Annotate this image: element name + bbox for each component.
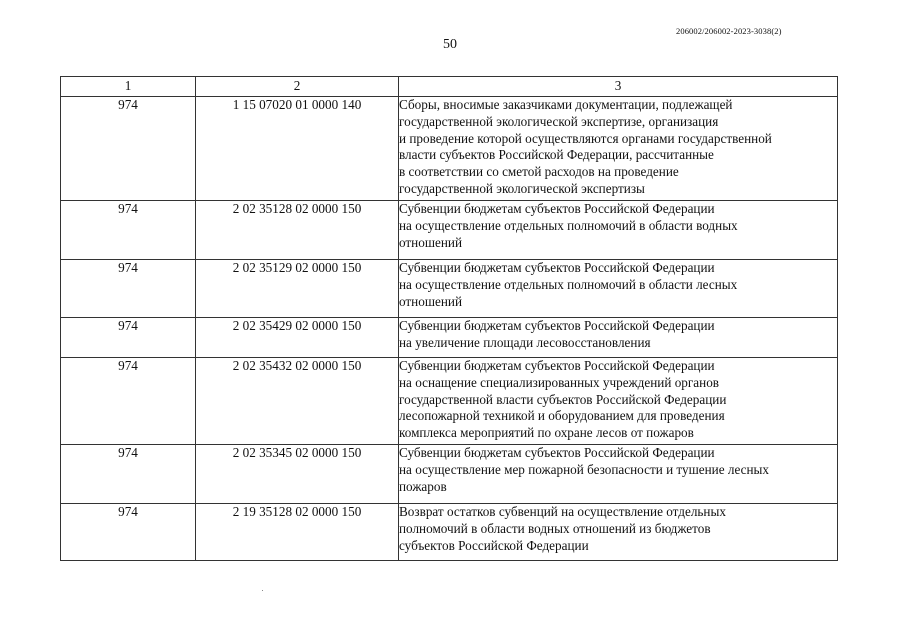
budget-codes-table <box>60 76 838 561</box>
description-cell <box>399 97 838 201</box>
description-cell <box>399 260 838 318</box>
budget-classification-code-cell: 2 19 35128 02 0000 150 <box>196 504 399 561</box>
description-line: Субвенции бюджетам субъектов Российской Федерации <box>399 318 715 333</box>
table-row <box>61 260 838 318</box>
description-line: государственной власти субъектов Российской Федерации <box>399 391 727 407</box>
budget-classification-code-cell: 2 02 35345 02 0000 150 <box>196 445 399 504</box>
admin-code-cell: 974 <box>61 445 196 504</box>
description-cell <box>399 201 838 260</box>
description-line: на увеличение площади лесовосстановления <box>399 334 651 350</box>
admin-code-cell: 974 <box>61 504 196 561</box>
description-cell <box>399 445 838 504</box>
table-row <box>61 504 838 561</box>
budget-classification-code-cell: 2 02 35432 02 0000 150 <box>196 358 399 445</box>
admin-code-cell: 974 <box>61 201 196 260</box>
description-line: полномочий в области водных отношений из бюджетов <box>399 520 711 536</box>
description-line: на осуществление отдельных полномочий в области лесных <box>399 276 738 292</box>
description-line: пожаров <box>399 478 447 494</box>
column-header-1: 1 <box>61 77 196 97</box>
description-line: отношений <box>399 234 463 250</box>
description-line: Субвенции бюджетам субъектов Российской Федерации <box>399 445 715 460</box>
column-header-2: 2 <box>196 77 399 97</box>
admin-code-cell: 974 <box>61 97 196 201</box>
table-row <box>61 201 838 260</box>
budget-classification-code-cell: 2 02 35429 02 0000 150 <box>196 318 399 358</box>
description-line: и проведение которой осуществляются органами государственной <box>399 130 772 146</box>
description-line: лесопожарной техникой и оборудованием для проведения <box>399 408 725 424</box>
description-line: Субвенции бюджетам субъектов Российской Федерации <box>399 358 715 373</box>
table-row <box>61 445 838 504</box>
table-row <box>61 318 838 358</box>
description-line: Субвенции бюджетам субъектов Российской Федерации <box>399 260 715 275</box>
description-line: комплекса мероприятий по охране лесов от пожаров <box>399 425 694 441</box>
description-line: на осуществление отдельных полномочий в области водных <box>399 217 738 233</box>
admin-code-cell: 974 <box>61 358 196 445</box>
description-cell <box>399 318 838 358</box>
admin-code-cell: 974 <box>61 260 196 318</box>
column-header-3: 3 <box>399 77 838 97</box>
table-row <box>61 97 838 201</box>
description-cell <box>399 504 838 561</box>
description-line: на оснащение специализированных учреждений органов <box>399 374 720 390</box>
document-id: 206002/206002-2023-3038(2) <box>676 26 782 36</box>
description-line: в соответствии со сметой расходов на проведение <box>399 164 679 180</box>
budget-classification-code-cell: 1 15 07020 01 0000 140 <box>196 97 399 201</box>
description-line: государственной экологической экспертизе, организация <box>399 113 719 129</box>
description-line: власти субъектов Российской Федерации, рассчитанные <box>399 147 714 163</box>
budget-classification-code-cell: 2 02 35128 02 0000 150 <box>196 201 399 260</box>
description-line: отношений <box>399 293 463 309</box>
budget-classification-code-cell: 2 02 35129 02 0000 150 <box>196 260 399 318</box>
page-number: 50 <box>443 37 457 52</box>
header-row <box>61 77 838 97</box>
description-line: Сборы, вносимые заказчиками документации, подлежащей <box>399 97 733 112</box>
description-line: государственной экологической экспертизы <box>399 180 645 196</box>
scan-speck <box>262 590 263 591</box>
description-line: на осуществление мер пожарной безопасности и тушение лесных <box>399 461 770 477</box>
description-cell <box>399 358 838 445</box>
description-line: субъектов Российской Федерации <box>399 537 589 553</box>
admin-code-cell: 974 <box>61 318 196 358</box>
description-line: Субвенции бюджетам субъектов Российской Федерации <box>399 201 715 216</box>
description-line: Возврат остатков субвенций на осуществление отдельных <box>399 504 726 519</box>
table-row <box>61 358 838 445</box>
